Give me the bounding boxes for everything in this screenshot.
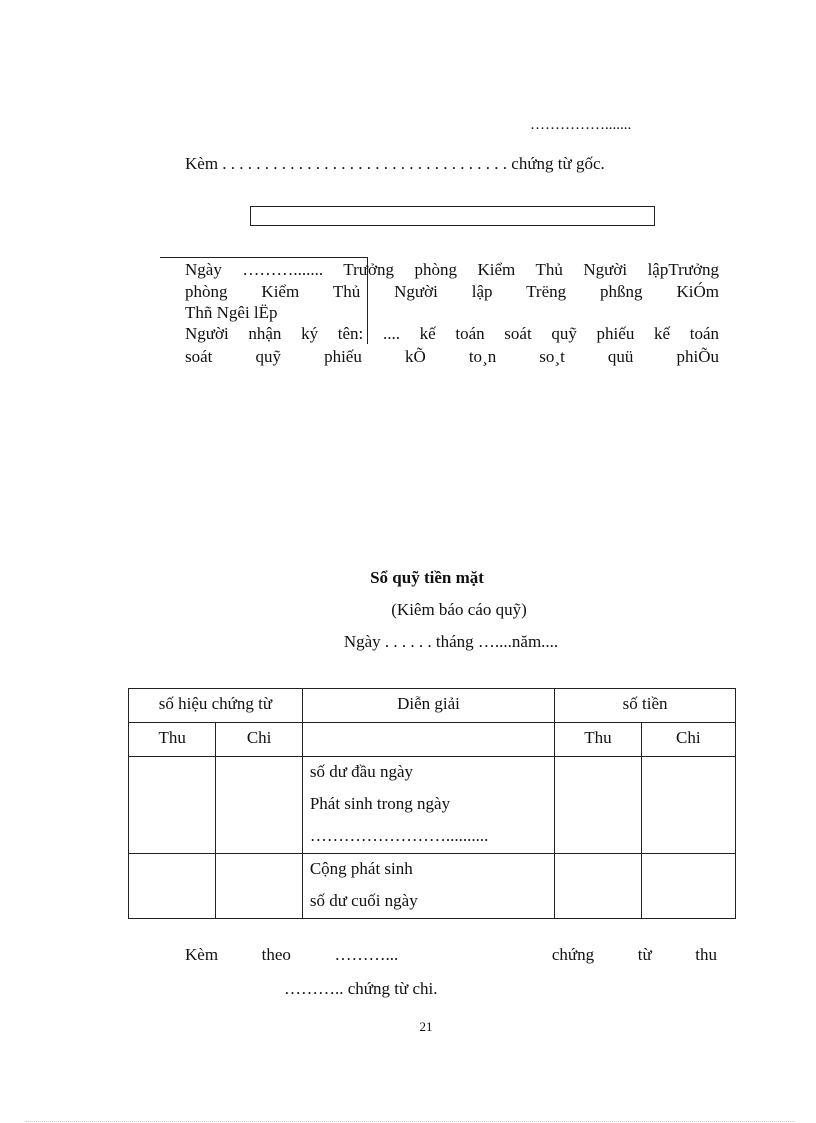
attachment-footer-line-2: ……….. chứng từ chi.	[284, 979, 438, 998]
voucher-chi-header: Chi	[216, 723, 302, 757]
desc-dots: ……………………..........	[309, 826, 489, 845]
amount-thu-header: Thu	[555, 723, 641, 757]
attachment-footer-line	[185, 945, 717, 965]
table-cell	[129, 854, 216, 919]
attachment-line: Kèm . . . . . . . . . . . . . . . . . . . . . . . . . . . . . . . . . . chứng từ gốc.	[185, 154, 605, 173]
description-subheader	[302, 723, 554, 757]
amount-chi-header: Chi	[641, 723, 735, 757]
table-cell	[216, 854, 302, 919]
voucher-group-header: số hiệu chứng từ	[129, 689, 303, 723]
footer-theo: theo	[261, 945, 291, 964]
description-cell	[302, 854, 554, 919]
voucher-thu-header: Thu	[129, 723, 216, 757]
desc-total-transactions: Cộng phát sinh	[309, 859, 413, 878]
table-cell	[555, 757, 641, 854]
signature-line-4: Người nhận ký tên: .... kế toán soát quỹ phiếu kế toán	[185, 324, 719, 343]
table-cell	[129, 757, 216, 854]
desc-daily-transactions: Phát sinh trong ngày	[309, 794, 451, 813]
top-dots: …………….......	[530, 117, 632, 133]
table-row	[129, 854, 736, 919]
footer-dots: ………...	[334, 945, 399, 964]
ledger-title: Sổ quỹ tiền mặt	[370, 568, 484, 587]
signature-line-2: phòng Kiểm Thủ Người lập Trëng phßng KiÓm	[185, 282, 719, 301]
desc-opening-balance: số dư đầu ngày	[309, 762, 413, 781]
signature-line-1: Ngày ………....... Trưởng phòng Kiểm Thủ Người lậpTrưởng	[185, 260, 719, 279]
ledger-subtitle: (Kiêm báo cáo quỹ)	[391, 600, 527, 619]
table-cell	[641, 854, 735, 919]
signature-line-3: Thñ Ngêi lËp	[185, 303, 278, 322]
desc-closing-balance: số dư cuối ngày	[309, 891, 418, 910]
corner-line-horizontal	[160, 257, 368, 258]
description-cell	[302, 757, 554, 854]
footer-tu: từ	[637, 945, 652, 964]
table-cell	[555, 854, 641, 919]
signature-line-5: soát quỹ phiếu kÕ to¸n so¸t quü phiÕu	[185, 347, 719, 366]
ledger-dateline: Ngày . . . . . . tháng …....năm....	[343, 632, 559, 651]
table-header-row	[129, 689, 736, 723]
table-cell	[216, 757, 302, 854]
table-cell	[641, 757, 735, 854]
description-header: Diễn giải	[302, 689, 554, 723]
page-number: 21	[419, 1019, 433, 1034]
footer-chung: chứng	[551, 945, 595, 964]
table-subheader-row	[129, 723, 736, 757]
table-row	[129, 757, 736, 854]
footer-kem: Kèm	[185, 945, 219, 964]
amount-group-header: số tiền	[555, 689, 736, 723]
bottom-rule	[25, 1121, 795, 1122]
footer-thu: thu	[695, 945, 717, 964]
cash-ledger-table	[128, 688, 736, 919]
empty-box	[250, 206, 655, 226]
